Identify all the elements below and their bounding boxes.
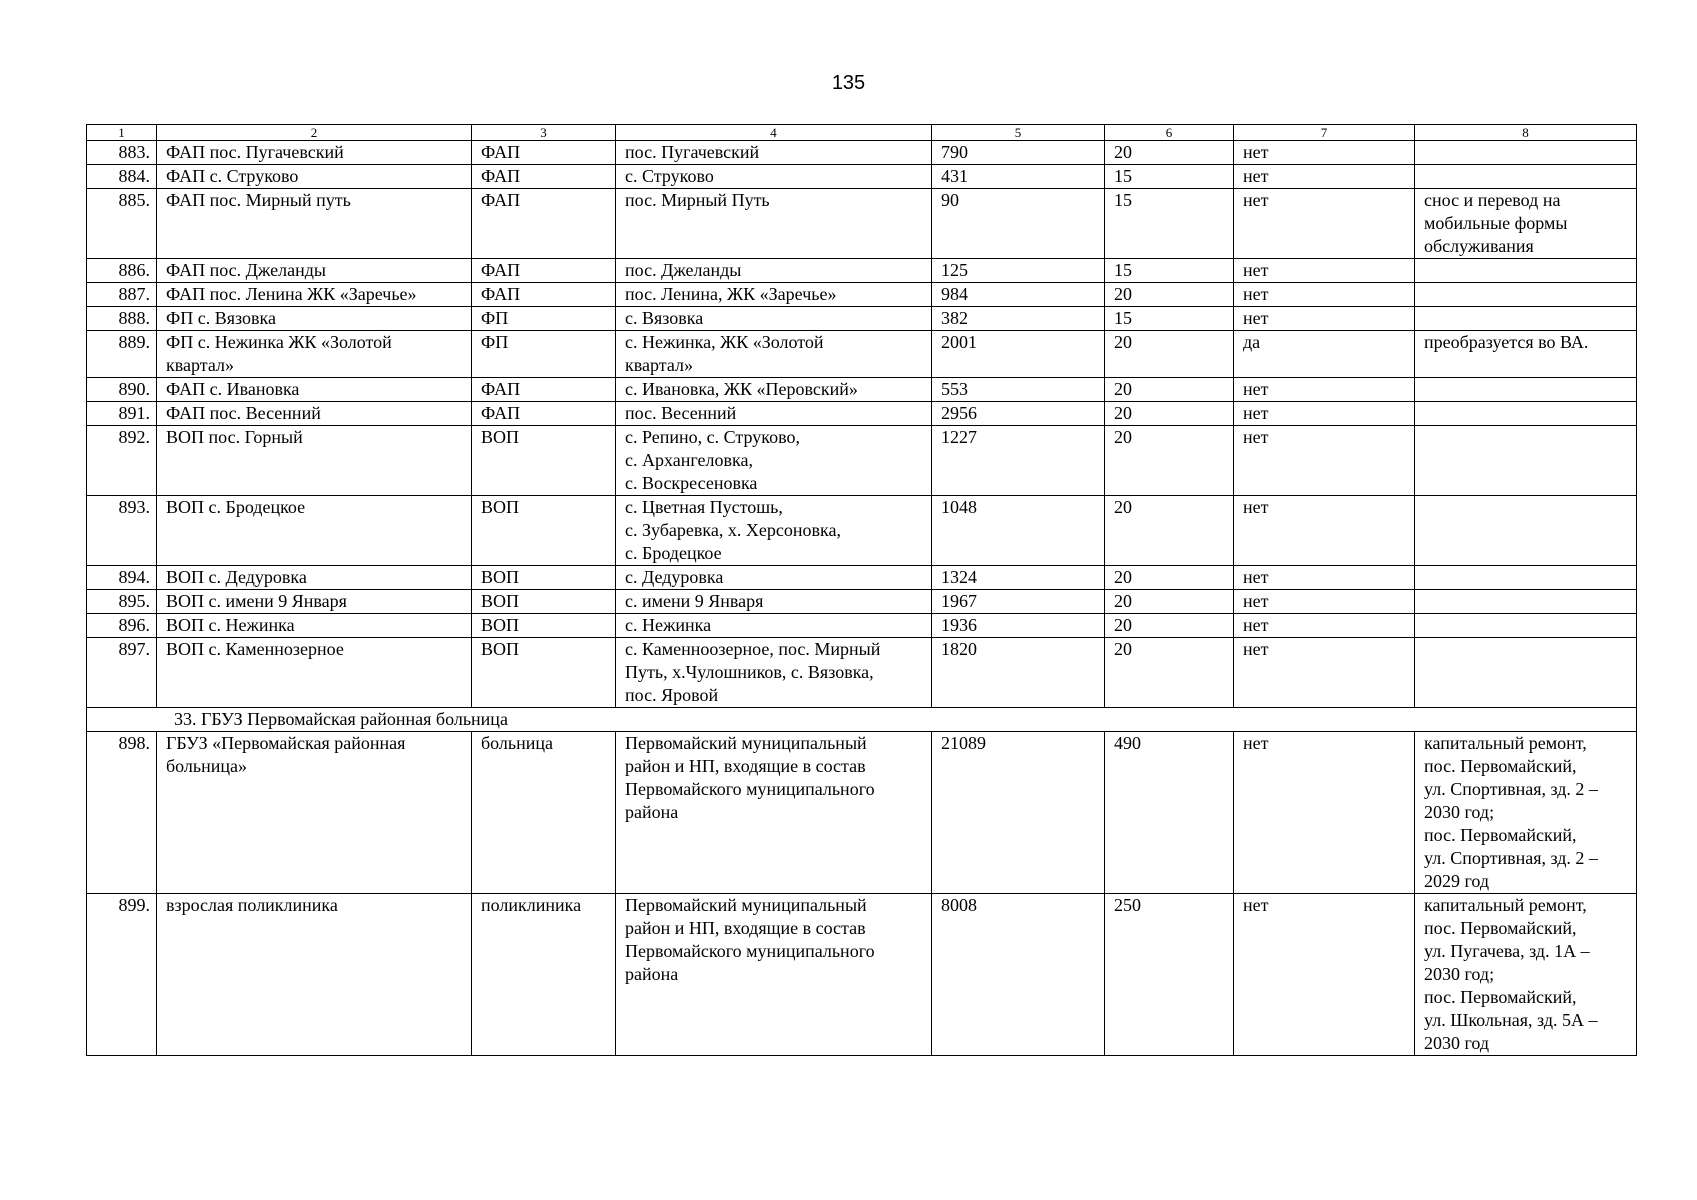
column-6-value: 20 <box>1105 590 1234 614</box>
table-row <box>87 894 1637 1056</box>
row-number: 891. <box>87 402 157 426</box>
note-line: обслуживания <box>1424 236 1534 256</box>
facility-name <box>157 402 472 426</box>
column-header: 2 <box>157 125 472 141</box>
column-5-value: 1820 <box>932 638 1105 708</box>
column-5-value: 125 <box>932 259 1105 283</box>
table-row <box>87 259 1637 283</box>
service-area-line: Первомайского муниципального <box>625 779 875 799</box>
note-line: пос. Первомайский, <box>1424 987 1577 1007</box>
row-number: 898. <box>87 732 157 894</box>
service-area-line: с. Архангеловка, <box>625 450 753 470</box>
facility-type: ФАП <box>472 165 616 189</box>
service-area-line: с. Ивановка, ЖК «Перовский» <box>625 379 858 399</box>
table-body-second <box>87 732 1637 1056</box>
facility-name <box>157 307 472 331</box>
service-area-line: с. Нежинка, ЖК «Золотой <box>625 332 824 352</box>
service-area <box>616 590 932 614</box>
column-7-value: нет <box>1234 141 1415 165</box>
table-row <box>87 378 1637 402</box>
column-7-value: нет <box>1234 614 1415 638</box>
service-area <box>616 331 932 378</box>
table-row <box>87 402 1637 426</box>
facility-name-line: ФАП пос. Джеланды <box>166 260 326 280</box>
service-area-line: района <box>625 802 679 822</box>
facility-name-line: ВОП с. Нежинка <box>166 615 295 635</box>
service-area <box>616 426 932 496</box>
column-6-value: 20 <box>1105 378 1234 402</box>
table-row <box>87 141 1637 165</box>
service-area <box>616 378 932 402</box>
service-area-line: квартал» <box>625 355 693 375</box>
column-7-value: да <box>1234 331 1415 378</box>
column-5-value: 790 <box>932 141 1105 165</box>
column-6-value: 15 <box>1105 259 1234 283</box>
row-number: 899. <box>87 894 157 1056</box>
note-line: снос и перевод на <box>1424 190 1561 210</box>
column-5-value: 90 <box>932 189 1105 259</box>
facility-type: ФАП <box>472 259 616 283</box>
column-7-value: нет <box>1234 496 1415 566</box>
facility-name <box>157 894 472 1056</box>
column-6-value: 20 <box>1105 566 1234 590</box>
note-line: ул. Пугачева, зд. 1А – <box>1424 941 1590 961</box>
facility-name <box>157 732 472 894</box>
table-row <box>87 614 1637 638</box>
service-area-line: с. Бродецкое <box>625 543 722 563</box>
service-area-line: пос. Ленина, ЖК «Заречье» <box>625 284 837 304</box>
service-area <box>616 165 932 189</box>
facility-name-line: ФП с. Нежинка ЖК «Золотой <box>166 332 392 352</box>
column-7-value: нет <box>1234 378 1415 402</box>
column-header: 1 <box>87 125 157 141</box>
note <box>1415 141 1637 165</box>
facility-name-line: квартал» <box>166 355 234 375</box>
service-area-line: район и НП, входящие в состав <box>625 918 866 938</box>
facility-name-line: ФАП пос. Мирный путь <box>166 190 351 210</box>
note-line: ул. Спортивная, зд. 2 – <box>1424 779 1598 799</box>
facility-type: больница <box>472 732 616 894</box>
column-7-value: нет <box>1234 894 1415 1056</box>
service-area-line: район и НП, входящие в состав <box>625 756 866 776</box>
row-number: 894. <box>87 566 157 590</box>
row-number: 885. <box>87 189 157 259</box>
page-number: 135 <box>831 72 866 94</box>
row-number: 893. <box>87 496 157 566</box>
column-7-value: нет <box>1234 165 1415 189</box>
column-6-value: 20 <box>1105 426 1234 496</box>
column-6-value: 490 <box>1105 732 1234 894</box>
facility-name <box>157 378 472 402</box>
column-5-value: 984 <box>932 283 1105 307</box>
facility-name <box>157 331 472 378</box>
column-7-value: нет <box>1234 283 1415 307</box>
column-6-value: 20 <box>1105 141 1234 165</box>
note <box>1415 426 1637 496</box>
column-6-value: 250 <box>1105 894 1234 1056</box>
facility-name-line: ВОП с. Каменнозерное <box>166 639 344 659</box>
note <box>1415 496 1637 566</box>
service-area-line: с. Зубаревка, х. Херсоновка, <box>625 520 841 540</box>
column-6-value: 20 <box>1105 283 1234 307</box>
column-7-value: нет <box>1234 189 1415 259</box>
column-6-value: 20 <box>1105 638 1234 708</box>
section-title: 33. ГБУЗ Первомайская районная больница <box>87 708 1637 732</box>
facility-type: ВОП <box>472 590 616 614</box>
note-line: 2029 год <box>1424 871 1490 891</box>
row-number: 888. <box>87 307 157 331</box>
service-area <box>616 307 932 331</box>
service-area-line: с. Цветная Пустошь, <box>625 497 783 517</box>
table-row <box>87 426 1637 496</box>
service-area-line: Первомайского муниципального <box>625 941 875 961</box>
facility-name <box>157 566 472 590</box>
service-area <box>616 283 932 307</box>
facility-name <box>157 141 472 165</box>
column-6-value: 15 <box>1105 307 1234 331</box>
note <box>1415 189 1637 259</box>
column-5-value: 1048 <box>932 496 1105 566</box>
section-body <box>87 708 1637 732</box>
column-5-value: 1227 <box>932 426 1105 496</box>
note <box>1415 165 1637 189</box>
facility-name-line: ГБУЗ «Первомайская районная <box>166 733 406 753</box>
column-7-value: нет <box>1234 732 1415 894</box>
note-line: преобразуется во ВА. <box>1424 332 1589 352</box>
facility-name-line: ФАП пос. Весенний <box>166 403 321 423</box>
note <box>1415 566 1637 590</box>
facilities-table <box>86 124 1637 1056</box>
service-area-line: с. Репино, с. Струково, <box>625 427 800 447</box>
column-header: 8 <box>1415 125 1637 141</box>
facility-name-line: ФАП с. Ивановка <box>166 379 300 399</box>
facility-name-line: ФАП пос. Пугачевский <box>166 142 344 162</box>
facility-name-line: ВОП с. Бродецкое <box>166 497 306 517</box>
row-number: 895. <box>87 590 157 614</box>
column-header: 3 <box>472 125 616 141</box>
service-area <box>616 141 932 165</box>
table-row <box>87 496 1637 566</box>
note-line: пос. Первомайский, <box>1424 825 1577 845</box>
row-number: 890. <box>87 378 157 402</box>
service-area <box>616 614 932 638</box>
row-number: 892. <box>87 426 157 496</box>
column-7-value: нет <box>1234 426 1415 496</box>
facility-type: ФАП <box>472 378 616 402</box>
service-area-line: с. имени 9 Января <box>625 591 764 611</box>
table-row <box>87 732 1637 894</box>
note <box>1415 283 1637 307</box>
note-line: ул. Школьная, зд. 5А – <box>1424 1010 1598 1030</box>
note <box>1415 614 1637 638</box>
note-line: ул. Спортивная, зд. 2 – <box>1424 848 1598 868</box>
column-5-value: 8008 <box>932 894 1105 1056</box>
facility-type: ФАП <box>472 402 616 426</box>
row-number: 887. <box>87 283 157 307</box>
service-area <box>616 402 932 426</box>
note-line: 2030 год; <box>1424 964 1495 984</box>
facility-name <box>157 165 472 189</box>
column-5-value: 1324 <box>932 566 1105 590</box>
facility-name <box>157 283 472 307</box>
column-6-value: 20 <box>1105 402 1234 426</box>
facility-name <box>157 590 472 614</box>
column-6-value: 20 <box>1105 496 1234 566</box>
column-5-value: 2956 <box>932 402 1105 426</box>
column-5-value: 431 <box>932 165 1105 189</box>
column-7-value: нет <box>1234 566 1415 590</box>
column-number-row <box>87 125 1637 141</box>
note <box>1415 638 1637 708</box>
facility-name <box>157 259 472 283</box>
facility-type: ВОП <box>472 566 616 590</box>
service-area-line: пос. Мирный Путь <box>625 190 770 210</box>
column-header: 6 <box>1105 125 1234 141</box>
facility-name <box>157 638 472 708</box>
column-6-value: 20 <box>1105 331 1234 378</box>
service-area-line: Путь, х.Чулошников, с. Вязовка, <box>625 662 874 682</box>
service-area <box>616 496 932 566</box>
column-6-value: 15 <box>1105 165 1234 189</box>
column-7-value: нет <box>1234 402 1415 426</box>
facility-name-line: ВОП с. имени 9 Января <box>166 591 347 611</box>
facility-type: ВОП <box>472 638 616 708</box>
column-5-value: 21089 <box>932 732 1105 894</box>
service-area <box>616 259 932 283</box>
row-number: 889. <box>87 331 157 378</box>
facility-type: ФАП <box>472 283 616 307</box>
column-header: 4 <box>616 125 932 141</box>
table-row <box>87 638 1637 708</box>
row-number: 884. <box>87 165 157 189</box>
note-line: 2030 год; <box>1424 802 1495 822</box>
table-row <box>87 189 1637 259</box>
facility-name-line: ВОП пос. Горный <box>166 427 303 447</box>
note <box>1415 732 1637 894</box>
note <box>1415 894 1637 1056</box>
service-area-line: пос. Яровой <box>625 685 719 705</box>
table-row <box>87 331 1637 378</box>
service-area-line: Первомайский муниципальный <box>625 895 867 915</box>
column-7-value: нет <box>1234 638 1415 708</box>
table-row <box>87 566 1637 590</box>
column-5-value: 382 <box>932 307 1105 331</box>
table-body-first <box>87 141 1637 708</box>
column-7-value: нет <box>1234 307 1415 331</box>
service-area-line: пос. Джеланды <box>625 260 742 280</box>
note <box>1415 590 1637 614</box>
service-area-line: с. Дедуровка <box>625 567 724 587</box>
note-line: мобильные формы <box>1424 213 1568 233</box>
note <box>1415 378 1637 402</box>
note <box>1415 259 1637 283</box>
service-area <box>616 189 932 259</box>
facility-name-line: взрослая поликлиника <box>166 895 338 915</box>
service-area <box>616 732 932 894</box>
service-area-line: с. Каменноозерное, пос. Мирный <box>625 639 881 659</box>
service-area-line: с. Вязовка <box>625 308 704 328</box>
note <box>1415 331 1637 378</box>
facility-name-line: больница» <box>166 756 247 776</box>
service-area-line: Первомайский муниципальный <box>625 733 867 753</box>
facility-name-line: ФАП пос. Ленина ЖК «Заречье» <box>166 284 417 304</box>
service-area <box>616 894 932 1056</box>
note-line: 2030 год <box>1424 1033 1490 1053</box>
facility-name-line: ФП с. Вязовка <box>166 308 276 328</box>
note <box>1415 307 1637 331</box>
row-number: 897. <box>87 638 157 708</box>
service-area-line: с. Воскресеновка <box>625 473 758 493</box>
service-area-line: пос. Пугачевский <box>625 142 760 162</box>
facility-name-line: ФАП с. Струково <box>166 166 299 186</box>
row-number: 883. <box>87 141 157 165</box>
service-area <box>616 566 932 590</box>
table-row <box>87 283 1637 307</box>
facility-type: ВОП <box>472 426 616 496</box>
service-area-line: района <box>625 964 679 984</box>
column-header: 7 <box>1234 125 1415 141</box>
column-header: 5 <box>932 125 1105 141</box>
table-row <box>87 590 1637 614</box>
service-area <box>616 638 932 708</box>
table-row <box>87 307 1637 331</box>
facility-name <box>157 426 472 496</box>
facility-type: ВОП <box>472 614 616 638</box>
facility-type: ФП <box>472 307 616 331</box>
facility-name <box>157 614 472 638</box>
column-6-value: 20 <box>1105 614 1234 638</box>
note <box>1415 402 1637 426</box>
facility-type: ФАП <box>472 189 616 259</box>
service-area-line: пос. Весенний <box>625 403 737 423</box>
column-6-value: 15 <box>1105 189 1234 259</box>
note-line: пос. Первомайский, <box>1424 756 1577 776</box>
note-line: пос. Первомайский, <box>1424 918 1577 938</box>
column-5-value: 553 <box>932 378 1105 402</box>
facility-name <box>157 496 472 566</box>
service-area-line: с. Нежинка <box>625 615 712 635</box>
note-line: капитальный ремонт, <box>1424 733 1587 753</box>
facility-name <box>157 189 472 259</box>
table-row <box>87 165 1637 189</box>
row-number: 896. <box>87 614 157 638</box>
facility-name-line: ВОП с. Дедуровка <box>166 567 307 587</box>
service-area-line: с. Струково <box>625 166 714 186</box>
column-5-value: 2001 <box>932 331 1105 378</box>
section-row <box>87 708 1637 732</box>
column-7-value: нет <box>1234 259 1415 283</box>
column-7-value: нет <box>1234 590 1415 614</box>
column-5-value: 1936 <box>932 614 1105 638</box>
note-line: капитальный ремонт, <box>1424 895 1587 915</box>
facility-type: поликлиника <box>472 894 616 1056</box>
facility-type: ВОП <box>472 496 616 566</box>
column-5-value: 1967 <box>932 590 1105 614</box>
row-number: 886. <box>87 259 157 283</box>
facility-type: ФАП <box>472 141 616 165</box>
facility-type: ФП <box>472 331 616 378</box>
